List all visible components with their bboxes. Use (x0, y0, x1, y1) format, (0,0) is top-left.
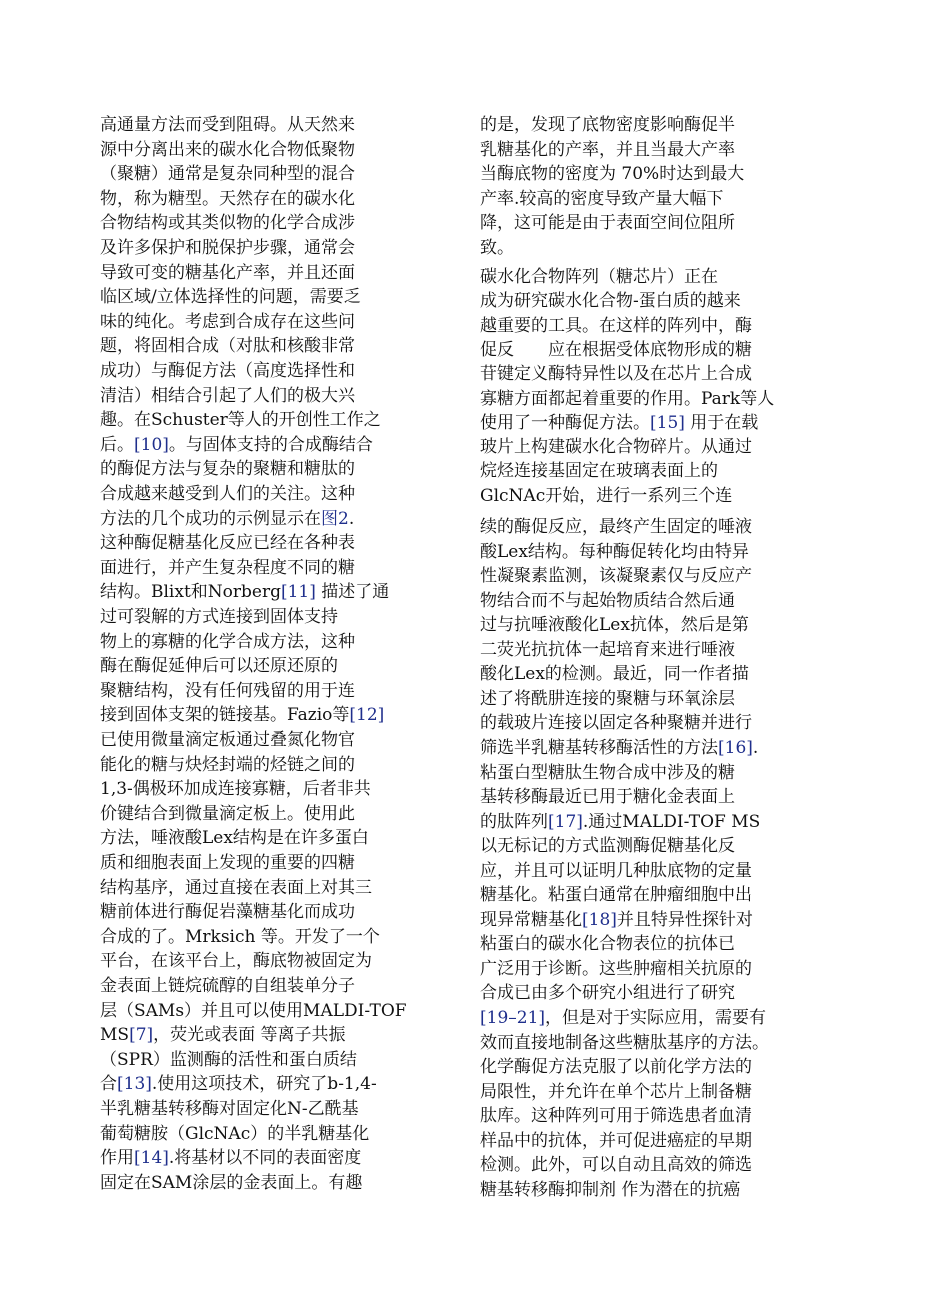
text-segment: 源中分离出来的碳水化合物低聚物 (100, 139, 355, 160)
text-segment: 寡糖方面都起着重要的作用。Park等人 (480, 388, 775, 409)
text-segment: 物结合而不与起始物质结合然后通 (480, 590, 735, 611)
text-line (100, 1072, 377, 1097)
text-line (100, 408, 381, 433)
text-line (100, 802, 355, 827)
citation-link[interactable]: [10] (134, 434, 169, 455)
text-line (100, 1097, 359, 1122)
text-segment: 化学酶促方法克服了以前化学方法的 (480, 1057, 752, 1078)
text-segment: MS (100, 1025, 130, 1046)
text-line (100, 236, 355, 261)
text-line (100, 433, 373, 458)
text-line (100, 113, 355, 138)
text-segment: 效而直接地制备这些糖肽基序的方法。 (480, 1032, 769, 1053)
text-segment: 过可裂解的方式连接到固体支持 (100, 607, 338, 627)
text-segment: （聚糖）通常是复杂同种型的混合 (100, 164, 355, 185)
text-segment: 清洁）相结合引起了人们的极大兴 (100, 385, 355, 406)
text-line (480, 564, 752, 589)
text-line (480, 289, 741, 314)
text-segment: 产率.较高的密度导致产量大幅下 (480, 188, 724, 209)
text-line (100, 384, 355, 409)
text-line (480, 810, 760, 835)
text-line (100, 1171, 362, 1196)
text-line (480, 981, 735, 1006)
citation-link[interactable]: [14] (134, 1148, 169, 1169)
text-line (480, 883, 752, 908)
text-segment: 物上的寡糖的化学合成方法，这种 (100, 631, 355, 652)
text-segment: 成为研究碳水化合物-蛋白质的越来 (480, 291, 741, 312)
text-line (100, 285, 361, 310)
citation-link[interactable]: [17] (548, 811, 583, 832)
citation-link[interactable]: [19–21] (480, 1008, 546, 1028)
text-segment: 结构。Blixt和Norberg (100, 582, 281, 603)
text-segment: .将基材以不同的表面密度 (168, 1148, 362, 1169)
text-segment: 已使用微量滴定板通过叠氮化物官 (100, 730, 355, 750)
text-line (100, 1023, 346, 1048)
text-segment: . (348, 508, 355, 529)
text-segment: 方法，唾液酸Lex结构是在许多蛋白 (100, 828, 369, 849)
text-segment: 糖前体进行酶促岩藻糖基化而成功 (100, 902, 355, 923)
text-segment: 基转移酶最近已用于糖化金表面上 (480, 787, 735, 808)
text-segment: 结构基序，通过直接在表面上对其三 (100, 877, 372, 898)
text-segment: 糖基转移酶抑制剂 作为潜在的抗癌 (480, 1179, 741, 1200)
text-segment: ，荧光或表面 等离子共振 (153, 1025, 346, 1046)
text-segment: 味的纯化。考虑到合成存在这些问 (100, 311, 355, 332)
text-line (100, 531, 355, 556)
text-segment: 广泛用于诊断。这些肿瘤相关抗原的 (480, 958, 752, 979)
text-line (480, 540, 749, 565)
text-segment: 乳糖基化的产率，并且当最大产率 (480, 139, 735, 160)
text-line (480, 1031, 769, 1056)
text-segment: 的载玻片连接以固定各种聚糖并进行 (480, 713, 752, 734)
text-segment: 成功）与酶促方法（高度选择性和 (100, 361, 355, 381)
text-line (480, 236, 514, 261)
text-segment: 述了将酰肼连接的聚糖与环氧涂层 (480, 688, 735, 709)
text-line (100, 703, 384, 728)
text-segment: 合 (100, 1074, 117, 1095)
text-segment: 玻片上构建碳水化合物碎片。从通过 (480, 437, 752, 458)
text-segment: 接到固体支架的链接基。Fazio等 (100, 705, 350, 726)
text-segment: .使用这项技术，研究了b-1,4- (151, 1074, 377, 1095)
text-line (480, 834, 735, 859)
text-segment: 粘蛋白型糖肽生物合成中涉及的糖 (480, 762, 735, 783)
text-line (480, 1129, 752, 1154)
text-segment: 质和细胞表面上发现的重要的四糖 (100, 853, 355, 873)
text-segment: 应，并且可以证明几种肽底物的定量 (480, 860, 752, 881)
text-line (100, 187, 355, 212)
text-line (100, 1146, 361, 1171)
text-segment: 固定在SAM涂层的金表面上。有趣 (100, 1172, 363, 1193)
text-segment: 高通量方法而受到阻碍。从天然来 (100, 115, 355, 135)
citation-link[interactable]: [15] (650, 412, 685, 433)
text-line (100, 162, 355, 187)
text-line (480, 314, 752, 339)
text-line (100, 457, 355, 482)
text-line (100, 876, 372, 901)
text-line (100, 654, 338, 679)
text-segment: 合成越来越受到人们的关注。这种 (100, 484, 355, 504)
text-segment: 物，称为糖型。天然存在的碳水化 (100, 188, 355, 209)
text-line (100, 605, 338, 630)
text-segment: 样品中的抗体，并可促进癌症的早期 (480, 1130, 752, 1151)
text-segment: 作用 (100, 1148, 134, 1169)
text-line (480, 459, 718, 484)
text-segment: 糖基化。粘蛋白通常在肿瘤细胞中出 (480, 885, 752, 906)
text-line (480, 785, 735, 810)
text-segment: 金表面上链烷硫醇的自组装单分子 (100, 976, 355, 996)
text-segment: 现异常糖基化 (480, 909, 582, 930)
text-line (100, 482, 355, 507)
text-line (480, 1153, 752, 1178)
text-segment: 促反 应在根据受体底物形成的糖 (480, 339, 752, 360)
text-line (480, 711, 752, 736)
text-line (100, 753, 355, 778)
text-line (480, 113, 735, 138)
text-line (480, 411, 758, 436)
text-segment: 平台，在该平台上，酶底物被固定为 (100, 951, 372, 972)
text-line (100, 826, 369, 851)
text-line (480, 589, 735, 614)
text-segment: 半乳糖基转移酶对固定化N-乙酰基 (100, 1099, 359, 1119)
text-segment: 当酶底物的密度为 70%时达到最大 (480, 164, 745, 185)
text-segment: 性凝聚素监测，该凝聚素仅与反应产 (480, 566, 752, 587)
text-segment: 越重要的工具。在这样的阵列中，酶 (480, 315, 752, 336)
text-line (100, 999, 407, 1024)
text-segment: 酸Lex结构。每种酶促转化均由特异 (480, 541, 749, 562)
citation-link[interactable]: [16] (718, 737, 753, 758)
text-segment: 题，将固相合成（对肽和核酸非常 (100, 336, 355, 357)
text-segment: GlcNAc开始，进行一系列三个连 (480, 485, 733, 506)
citation-link[interactable]: [13] (117, 1074, 152, 1095)
text-segment: 酸化Lex的检测。最近，同一作者描 (480, 664, 749, 685)
text-line (100, 138, 355, 163)
text-line (480, 435, 752, 460)
text-segment: 酶在酶促延伸后可以还原还原的 (100, 656, 338, 677)
text-segment: 方法的几个成功的示例显示在 (100, 508, 321, 529)
text-segment: 使用了一种酶促方法。 (480, 412, 650, 433)
text-segment: 的酶促方法与复杂的聚糖和糖肽的 (100, 459, 355, 480)
text-line (100, 211, 355, 236)
text-segment: 烷烃连接基固定在玻璃表面上的 (480, 461, 718, 482)
text-line (480, 1055, 752, 1080)
text-line (480, 1104, 752, 1129)
text-segment: 临区域/立体选择性的问题，需要乏 (100, 287, 361, 308)
text-line (100, 261, 355, 286)
text-segment: 降，这可能是由于表面空间位阻所 (480, 213, 735, 234)
text-line (100, 777, 371, 802)
text-segment: 能化的糖与炔烃封端的烃链之间的 (100, 754, 355, 775)
citation-link[interactable]: [7] (129, 1025, 154, 1046)
text-segment: 以无标记的方式监测酶促糖基化反 (480, 836, 735, 857)
text-segment: 这种酶促糖基化反应已经在各种表 (100, 533, 355, 554)
text-line (100, 334, 355, 359)
text-segment: 合成已由多个研究小组进行了研究 (480, 983, 735, 1004)
text-line (480, 1178, 740, 1203)
text-segment: （SPR）监测酶的活性和蛋白质结 (100, 1049, 357, 1070)
text-segment: 的是，发现了底物密度影响酶促半 (480, 115, 735, 135)
text-segment: 趣。在Schuster等人的开创性工作之 (100, 410, 381, 431)
text-line (100, 630, 355, 655)
text-line (480, 338, 752, 363)
text-line (480, 761, 735, 786)
text-line (480, 1006, 766, 1031)
text-line (480, 662, 749, 687)
text-line (100, 1048, 357, 1073)
text-line (480, 138, 735, 163)
text-segment: 筛选半乳糖基转移酶活性的方法 (480, 737, 718, 758)
text-segment: 价键结合到微量滴定板上。使用此 (100, 803, 355, 824)
text-segment: 致。 (480, 238, 514, 258)
text-segment: 肽库。这种阵列可用于筛选患者血清 (480, 1106, 752, 1127)
text-line (100, 580, 389, 605)
text-line (100, 359, 355, 384)
text-line (480, 638, 735, 663)
text-line (480, 957, 752, 982)
text-line (480, 162, 744, 187)
text-segment: 检测。此外，可以自动且高效的筛选 (480, 1155, 752, 1176)
text-line (480, 265, 718, 290)
text-segment: 合物结构或其类似物的化学合成涉 (100, 213, 355, 234)
text-segment: 二荧光抗抗体一起培育来进行唾液 (480, 639, 735, 660)
text-line (480, 908, 753, 933)
text-line (100, 507, 354, 532)
text-line (100, 728, 355, 753)
text-line (480, 859, 752, 884)
text-line (100, 949, 372, 974)
text-line (100, 925, 380, 950)
text-segment: .通过MALDI-TOF MS (582, 811, 761, 832)
text-line (100, 900, 355, 925)
text-segment: ，但是对于实际应用，需要有 (545, 1008, 767, 1028)
text-segment: 碳水化合物阵列（糖芯片）正在 (480, 267, 718, 287)
text-segment: 苷键定义酶特异性以及在芯片上合成 (480, 364, 752, 385)
text-segment: 。与固体支持的合成酶结合 (168, 434, 373, 455)
text-line (480, 187, 723, 212)
text-line (480, 515, 752, 540)
text-segment: 并且特异性探针对 (616, 909, 753, 930)
text-line (480, 211, 735, 236)
text-line (480, 687, 735, 712)
text-segment: 用于在载 (684, 412, 759, 433)
text-segment: 续的酶促反应，最终产生固定的唾液 (480, 517, 752, 537)
text-segment: 葡萄糖胺（GlcNAc）的半乳糖基化 (100, 1123, 370, 1144)
text-segment: 层（SAMs）并且可以使用MALDI-TOF (100, 1000, 407, 1021)
text-segment: 的肽阵列 (480, 811, 548, 832)
citation-link[interactable]: 图2 (321, 508, 349, 529)
text-segment: 描述了通 (315, 582, 390, 603)
citation-link[interactable]: [11] (280, 582, 316, 603)
text-segment: 粘蛋白的碳水化合物表位的抗体已 (480, 934, 735, 955)
text-segment: 过与抗唾液酸化Lex抗体，然后是第 (480, 615, 749, 636)
text-line (480, 736, 758, 761)
text-segment: 后。 (100, 434, 134, 455)
text-line (100, 310, 355, 335)
text-segment: 合成的了。Mrksich 等。开发了一个 (100, 926, 380, 947)
text-segment: 局限性，并允许在单个芯片上制备糖 (480, 1081, 752, 1102)
text-segment: 1,3-偶极环加成连接寡糖，后者非共 (100, 779, 371, 800)
text-segment: 及许多保护和脱保护步骤，通常会 (100, 238, 355, 258)
text-line (100, 974, 355, 999)
text-line (480, 387, 774, 412)
text-segment: 面进行，并产生复杂程度不同的糖 (100, 557, 355, 578)
text-line (100, 851, 355, 876)
citation-link[interactable]: [18] (582, 909, 617, 930)
text-segment: 聚糖结构，没有任何残留的用于连 (100, 680, 355, 701)
text-line (480, 1080, 752, 1105)
text-line (480, 484, 732, 509)
text-segment: . (752, 737, 759, 758)
text-line (100, 556, 355, 581)
text-segment: 导致可变的糖基化产率，并且还面 (100, 262, 355, 283)
text-line (480, 613, 749, 638)
text-line (100, 679, 355, 704)
citation-link[interactable]: [12] (349, 705, 385, 726)
text-line (480, 932, 735, 957)
text-line (100, 1122, 369, 1147)
text-line (480, 362, 752, 387)
